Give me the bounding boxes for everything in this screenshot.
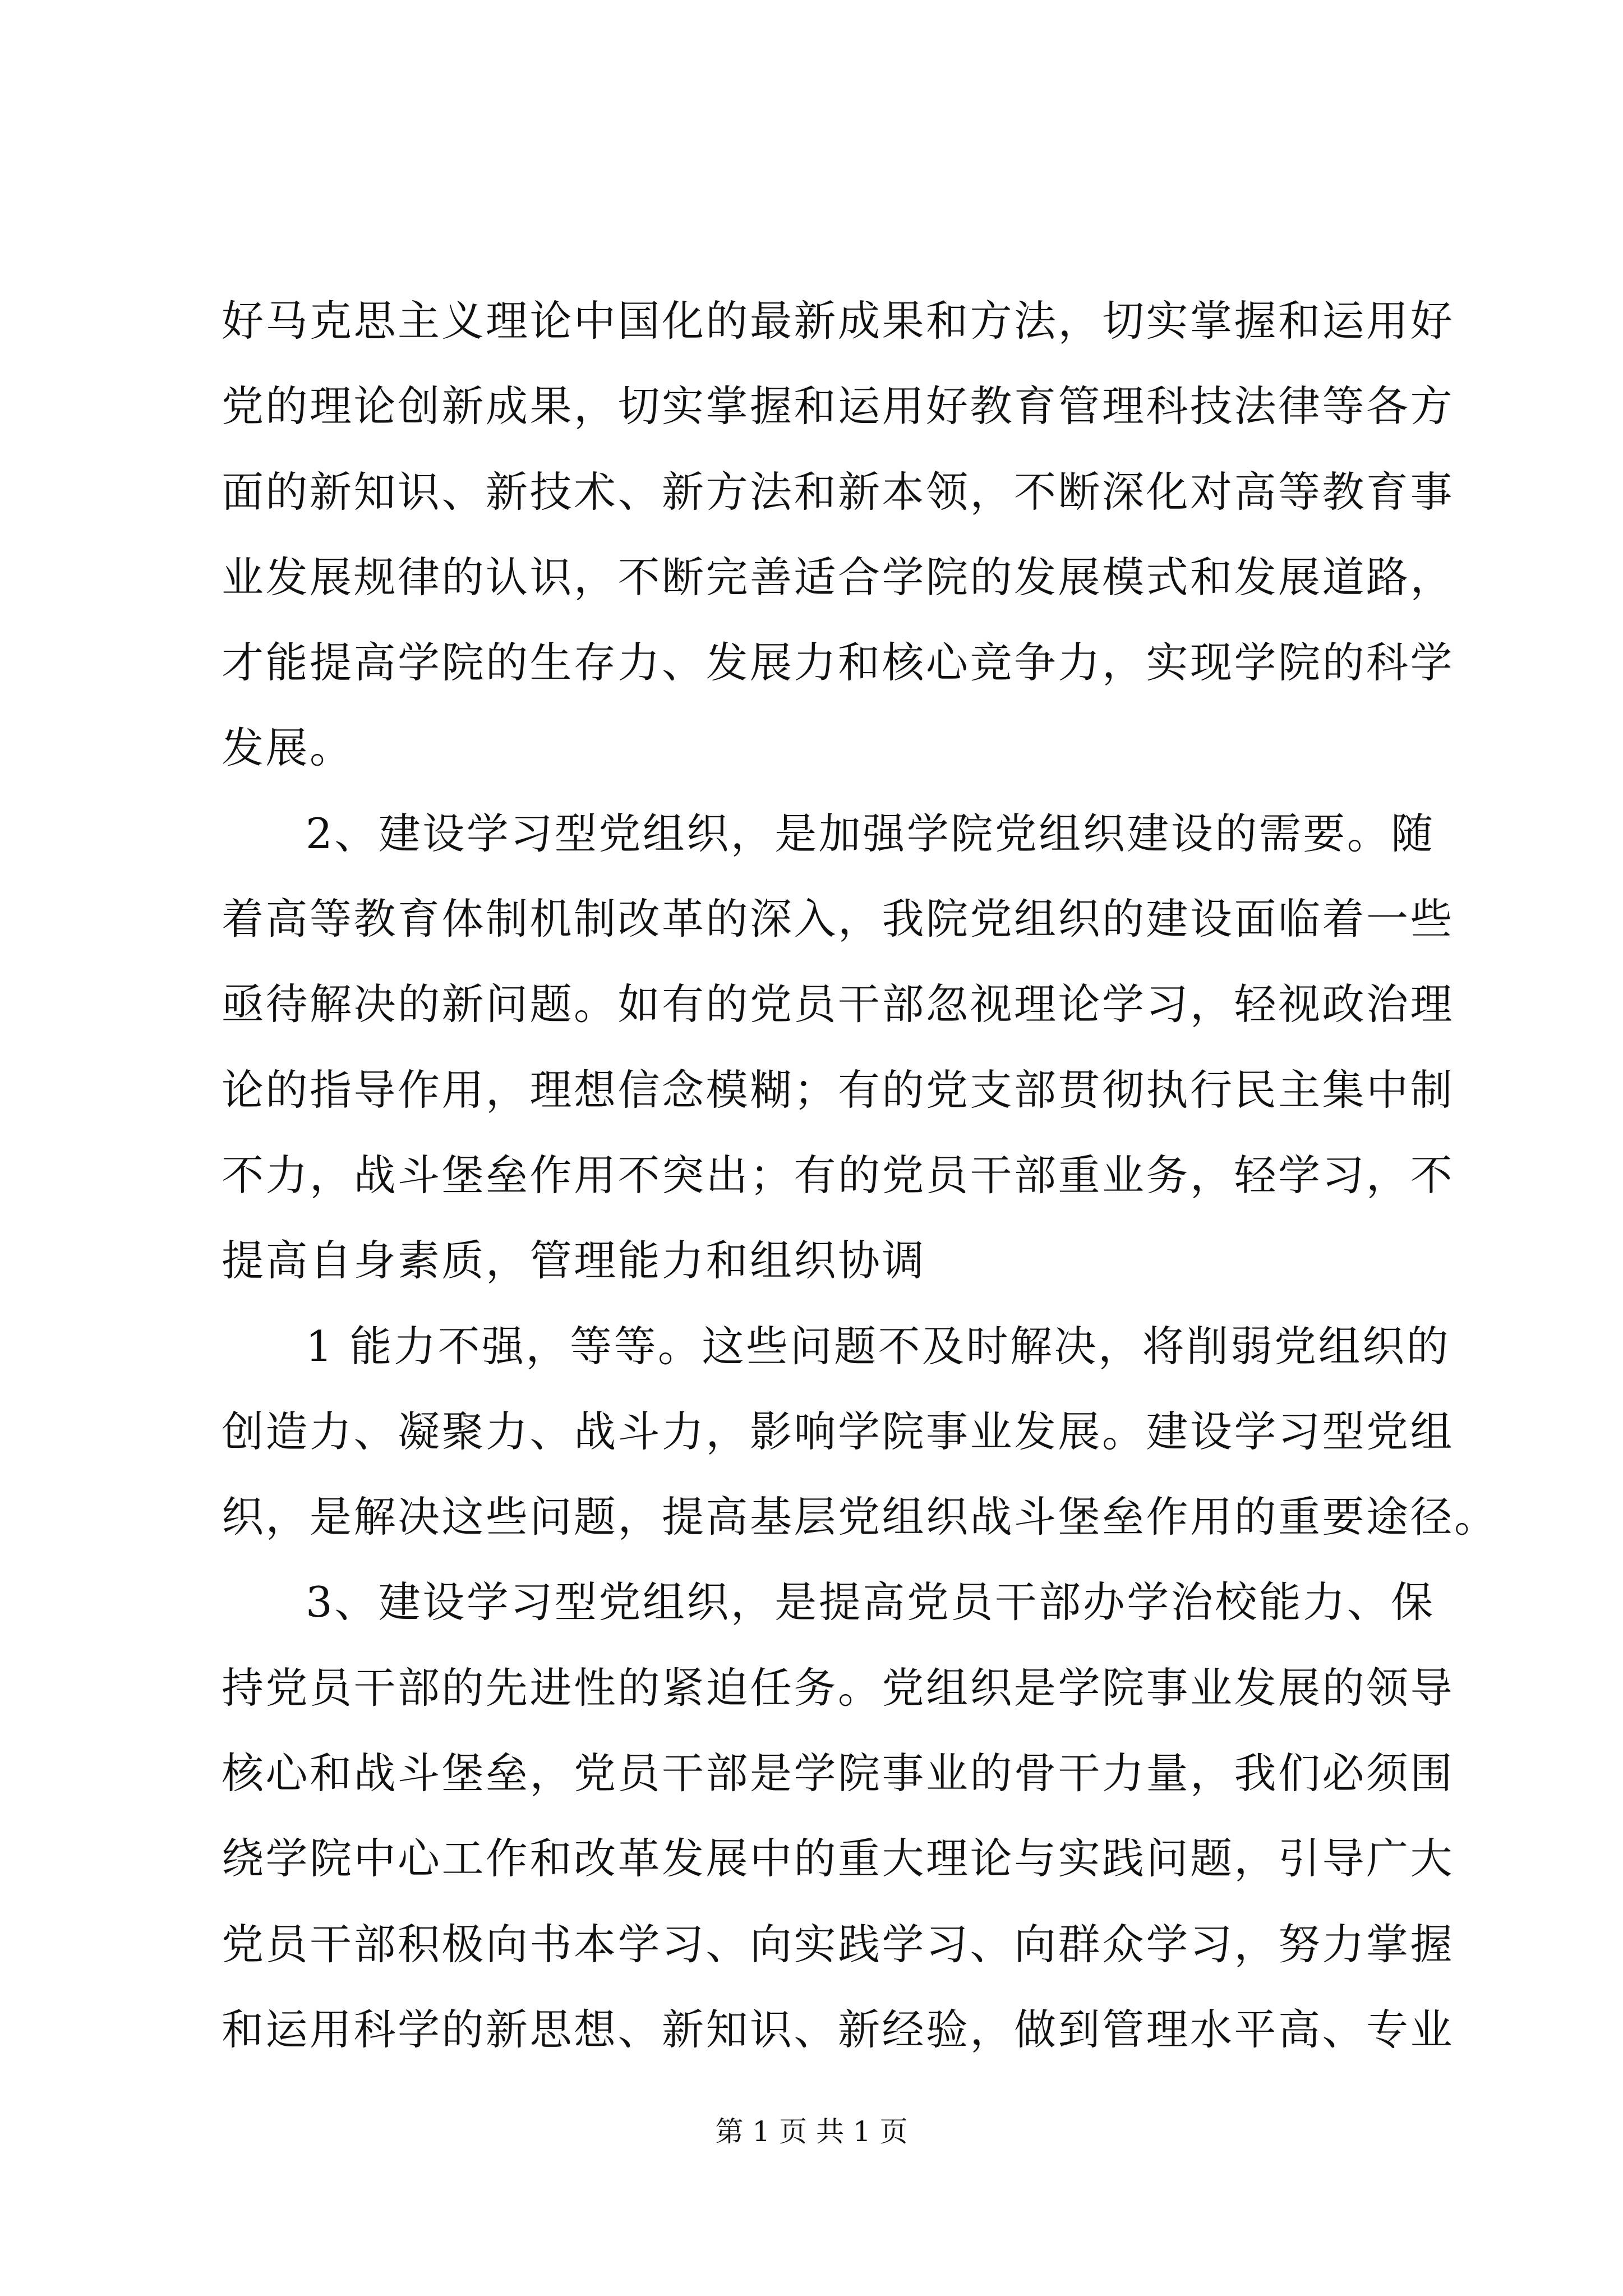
- document-body: [222, 296, 1498, 2094]
- text-line: 业发展规律的认识，不断完善适合学院的发展模式和发展道路，: [222, 552, 1455, 602]
- text-line: 党的理论创新成果，切实掌握和运用好教育管理科技法律等各方: [222, 381, 1455, 431]
- text-line: 和运用科学的新思想、新知识、新经验，做到管理水平高、专业: [222, 2004, 1455, 2054]
- text-line: 着高等教育体制机制改革的深入，我院党组织的建设面临着一些: [222, 894, 1455, 944]
- text-line: 论的指导作用，理想信念模糊；有的党支部贯彻执行民主集中制: [222, 1065, 1455, 1115]
- text-line: 提高自身素质，管理能力和组织协调: [222, 1236, 926, 1286]
- paragraph-start-line: 1 能力不强，等等。这些问题不及时解决，将削弱党组织的: [306, 1321, 1451, 1371]
- page-number-footer: 第 1 页 共 1 页: [715, 2115, 908, 2148]
- text-line: 好马克思主义理论中国化的最新成果和方法，切实掌握和运用好: [222, 296, 1455, 346]
- text-line: 核心和战斗堡垒，党员干部是学院事业的骨干力量，我们必须围: [222, 1749, 1455, 1798]
- text-line: 党员干部积极向书本学习、向实践学习、向群众学习，努力掌握: [222, 1919, 1455, 1969]
- text-line: 创造力、凝聚力、战斗力，影响学院事业发展。建设学习型党组: [222, 1406, 1455, 1456]
- text-line: 才能提高学院的生存力、发展力和核心竞争力，实现学院的科学: [222, 638, 1455, 688]
- text-line: 亟待解决的新问题。如有的党员干部忽视理论学习，轻视政治理: [222, 979, 1455, 1029]
- paragraph-start-line: 3、建设学习型党组织，是提高党员干部办学治校能力、保: [306, 1577, 1435, 1627]
- text-line: 织，是解决这些问题，提高基层党组织战斗堡垒作用的重要途径。: [222, 1492, 1498, 1542]
- text-line: 不力，战斗堡垒作用不突出；有的党员干部重业务，轻学习，不: [222, 1150, 1455, 1200]
- text-line: 持党员干部的先进性的紧迫任务。党组织是学院事业发展的领导: [222, 1663, 1455, 1713]
- paragraph-start-line: 2、建设学习型党组织，是加强学院党组织建设的需要。随: [306, 808, 1435, 858]
- text-line: 绕学院中心工作和改革发展中的重大理论与实践问题，引导广大: [222, 1834, 1455, 1884]
- text-line: 发展。: [222, 723, 354, 773]
- text-line: 面的新知识、新技术、新方法和新本领，不断深化对高等教育事: [222, 467, 1455, 517]
